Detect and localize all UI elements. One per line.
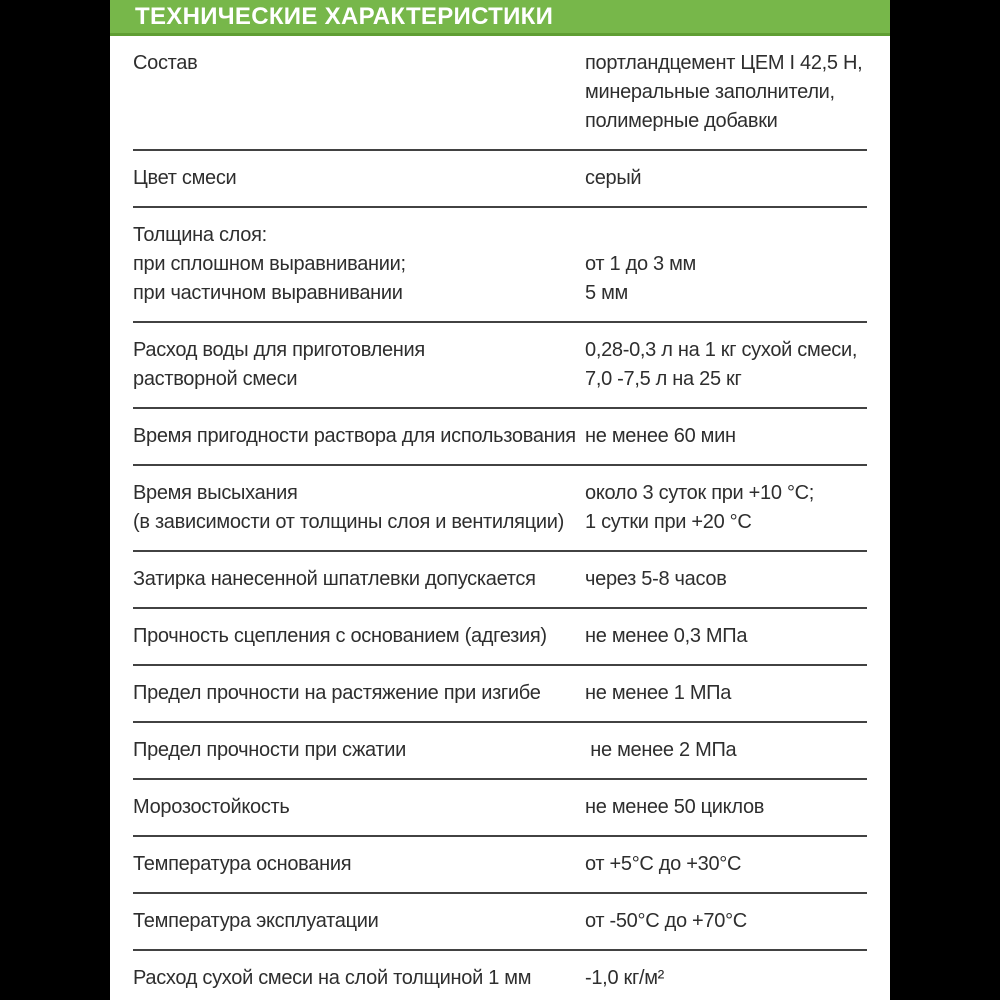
spec-row — [133, 951, 867, 1000]
spec-label-cell — [133, 679, 585, 708]
spec-label-cell — [133, 422, 585, 451]
spec-row — [133, 894, 867, 951]
value-line: не менее 1 МПа — [585, 682, 732, 704]
value-line: через 5-8 часов — [585, 568, 727, 590]
label-line: Затирка нанесенной шпатлевки допускается — [133, 568, 536, 590]
label-line: Температура эксплуатации — [133, 910, 379, 932]
label-line: при сплошном выравнивании; — [133, 253, 406, 275]
spec-label-cell — [133, 164, 585, 193]
spec-label-cell — [133, 964, 585, 993]
spec-label-cell — [133, 49, 585, 136]
spec-row — [133, 837, 867, 894]
value-line: не менее 60 мин — [585, 425, 736, 447]
spec-value-cell — [585, 793, 867, 822]
value-line: от +5°C до +30°C — [585, 853, 742, 875]
spec-label-cell — [133, 850, 585, 879]
value-line: -1,0 кг/м² — [585, 967, 665, 989]
spec-row — [133, 36, 867, 151]
spec-label-cell — [133, 479, 585, 537]
spec-row — [133, 151, 867, 208]
spec-value-cell — [585, 336, 867, 394]
spec-row — [133, 323, 867, 409]
spec-value-cell — [585, 679, 867, 708]
spec-value-cell — [585, 964, 867, 993]
value-line: портландцемент ЦЕМ I 42,5 Н, — [585, 52, 863, 74]
label-line: Температура основания — [133, 853, 352, 875]
spec-label-cell — [133, 622, 585, 651]
value-line: около 3 суток при +10 °C; — [585, 482, 815, 504]
spec-label-cell — [133, 907, 585, 936]
spec-value-cell — [585, 422, 867, 451]
label-line: Состав — [133, 52, 198, 74]
value-line: минеральные заполнители, — [585, 81, 835, 103]
spec-value-cell — [585, 622, 867, 651]
spec-row — [133, 723, 867, 780]
spec-label-cell — [133, 336, 585, 394]
header-bar — [110, 0, 890, 36]
spec-row — [133, 666, 867, 723]
value-line: не менее 2 МПа — [585, 739, 737, 761]
label-line: Расход воды для приготовления — [133, 339, 425, 361]
value-line: 5 мм — [585, 282, 628, 304]
label-line: при частичном выравнивании — [133, 282, 403, 304]
value-line: полимерные добавки — [585, 110, 778, 132]
spec-sheet-page — [110, 0, 890, 1000]
spec-row — [133, 552, 867, 609]
spec-row — [133, 466, 867, 552]
value-line: не менее 0,3 МПа — [585, 625, 748, 647]
label-line: Толщина слоя: — [133, 224, 267, 246]
label-line: Время высыхания — [133, 482, 298, 504]
label-line: Предел прочности на растяжение при изгибе — [133, 682, 541, 704]
value-line: от -50°C до +70°C — [585, 910, 747, 932]
label-line: Цвет смеси — [133, 167, 237, 189]
value-line — [585, 221, 867, 250]
spec-value-cell — [585, 479, 867, 537]
right-black-frame — [890, 0, 1000, 1000]
label-line: Предел прочности при сжатии — [133, 739, 407, 761]
value-line: от 1 до 3 мм — [585, 253, 697, 275]
label-line: Расход сухой смеси на слой толщиной 1 мм — [133, 967, 532, 989]
value-line: серый — [585, 167, 642, 189]
value-line: не менее 50 циклов — [585, 796, 765, 818]
value-line: 7,0 -7,5 л на 25 кг — [585, 368, 742, 390]
spec-value-cell — [585, 221, 867, 308]
spec-row — [133, 609, 867, 666]
spec-row — [133, 208, 867, 323]
spec-label-cell — [133, 221, 585, 308]
spec-value-cell — [585, 736, 867, 765]
spec-row — [133, 780, 867, 837]
spec-label-cell — [133, 793, 585, 822]
label-line: Прочность сцепления с основанием (адгезия) — [133, 625, 547, 647]
spec-value-cell — [585, 565, 867, 594]
spec-label-cell — [133, 736, 585, 765]
left-black-frame — [0, 0, 110, 1000]
label-line: (в зависимости от толщины слоя и вентиляции) — [133, 511, 564, 533]
spec-label-cell — [133, 565, 585, 594]
spec-value-cell — [585, 850, 867, 879]
label-line: Время пригодности раствора для использования — [133, 425, 576, 447]
label-line: Морозостойкость — [133, 796, 290, 818]
spec-value-cell — [585, 907, 867, 936]
spec-table — [133, 36, 867, 1000]
value-line: 0,28-0,3 л на 1 кг сухой смеси, — [585, 339, 858, 361]
label-line: растворной смеси — [133, 368, 298, 390]
spec-row — [133, 409, 867, 466]
spec-value-cell — [585, 49, 867, 136]
value-line: 1 сутки при +20 °C — [585, 511, 752, 533]
spec-value-cell — [585, 164, 867, 193]
page-title: ТЕХНИЧЕСКИЕ ХАРАКТЕРИСТИКИ — [135, 2, 554, 30]
